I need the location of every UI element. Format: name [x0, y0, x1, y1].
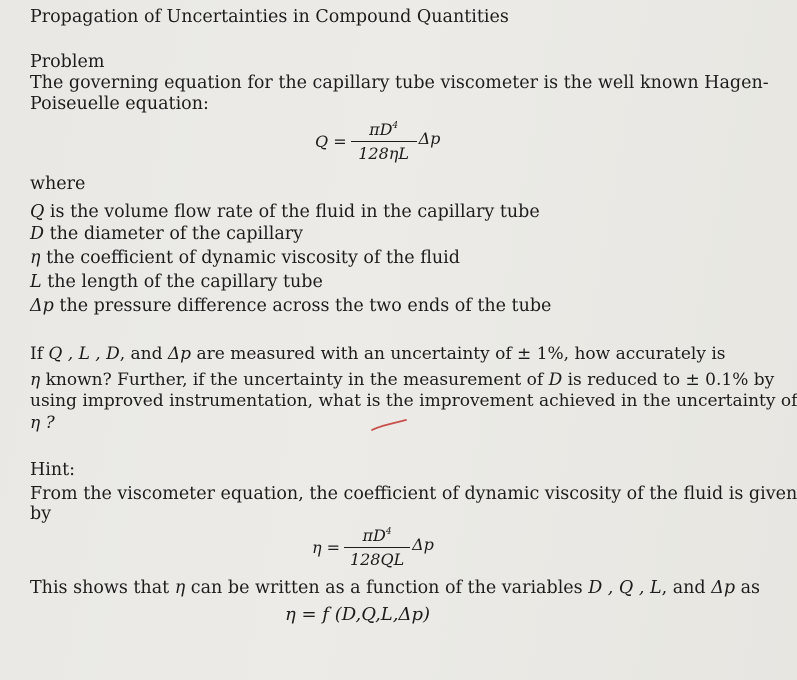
eq1-num-exponent: 4 — [392, 121, 399, 131]
where-label: where — [30, 174, 86, 194]
shows-text-a: This shows that — [30, 578, 175, 598]
eq1-numerator — [369, 120, 398, 139]
q1-delta-p: Δp — [167, 344, 192, 364]
definition-symbol: Δp — [30, 296, 54, 316]
definition-d — [30, 224, 303, 244]
intro-line-1: The governing equation for the capillary tube viscometer is the well known Hagen- — [30, 73, 769, 93]
definition-text: the length of the capillary tube — [41, 272, 323, 292]
eq2-num-exponent: 4 — [385, 527, 392, 537]
problem-heading: Problem — [30, 52, 105, 72]
shows-text-c: , and — [661, 578, 712, 598]
definition-q — [30, 202, 540, 222]
definition-symbol: L — [30, 272, 42, 292]
question-line-2 — [30, 370, 774, 390]
eq1-denominator: 128ηL — [358, 144, 409, 163]
eq2-fraction-bar — [344, 547, 410, 548]
definition-symbol: η — [30, 248, 41, 268]
q1-text-b: , and — [119, 344, 168, 364]
hint-line-1: From the viscometer equation, the coefficient of dynamic viscosity of the fluid is given — [30, 484, 797, 504]
shows-delta-p: Δp — [711, 578, 736, 598]
eq2-num-text: πD — [362, 526, 386, 545]
q2-text-a: known? Further, if the uncertainty in the measurement of — [40, 370, 549, 390]
q1-variables: Q , L , D — [48, 344, 120, 364]
eq2-tail: Δp — [412, 535, 434, 554]
eq2-denominator: 128QL — [349, 550, 405, 569]
q1-text-a: If — [30, 344, 49, 364]
eq2-lhs: η = — [312, 538, 341, 557]
intro-line-2: Poiseuelle equation: — [30, 94, 209, 114]
shows-text-d: as — [735, 578, 761, 598]
question-line-1 — [30, 344, 726, 364]
eq1-fraction-bar — [351, 141, 417, 142]
hint-heading: Hint: — [30, 460, 76, 480]
q2-d: D — [548, 370, 563, 390]
definition-symbol: D — [30, 224, 45, 244]
definition-text: is the volume flow rate of the fluid in the capillary tube — [44, 202, 540, 222]
definition-l — [30, 272, 323, 292]
pen-mark-icon — [370, 416, 410, 434]
eq1-num-text: πD — [369, 120, 393, 139]
q2-eta: η — [30, 370, 41, 390]
definition-text: the pressure difference across the two ends of the tube — [53, 296, 552, 316]
eq1-lhs: Q = — [315, 132, 347, 151]
function-equation: η = f (D,Q,L,Δp) — [285, 604, 431, 625]
eq2-numerator — [363, 526, 392, 545]
shows-eta: η — [174, 578, 186, 598]
shows-line — [30, 578, 760, 598]
q1-text-c: are measured with an uncertainty of ± 1%, how accurately is — [191, 344, 726, 364]
question-line-4: η ? — [30, 413, 55, 433]
page-title: Propagation of Uncertainties in Compound Quantities — [30, 7, 509, 27]
definition-text: the coefficient of dynamic viscosity of the fluid — [40, 248, 460, 268]
definition-dp — [30, 296, 551, 316]
eq1-tail: Δp — [418, 129, 441, 148]
shows-text-b: can be written as a function of the variables — [185, 578, 589, 598]
definition-text: the diameter of the capillary — [44, 224, 304, 244]
q2-text-b: is reduced to ± 0.1% by — [562, 370, 775, 390]
viscosity-equation — [312, 526, 434, 569]
hagen-poiseuille-equation — [315, 120, 440, 163]
shows-variables: D , Q , L — [588, 578, 662, 598]
definition-symbol: Q — [30, 202, 45, 222]
definition-eta — [30, 248, 460, 268]
hint-line-2: by — [30, 504, 52, 524]
question-line-3: using improved instrumentation, what is the improvement achieved in the uncertainty of — [30, 391, 797, 411]
